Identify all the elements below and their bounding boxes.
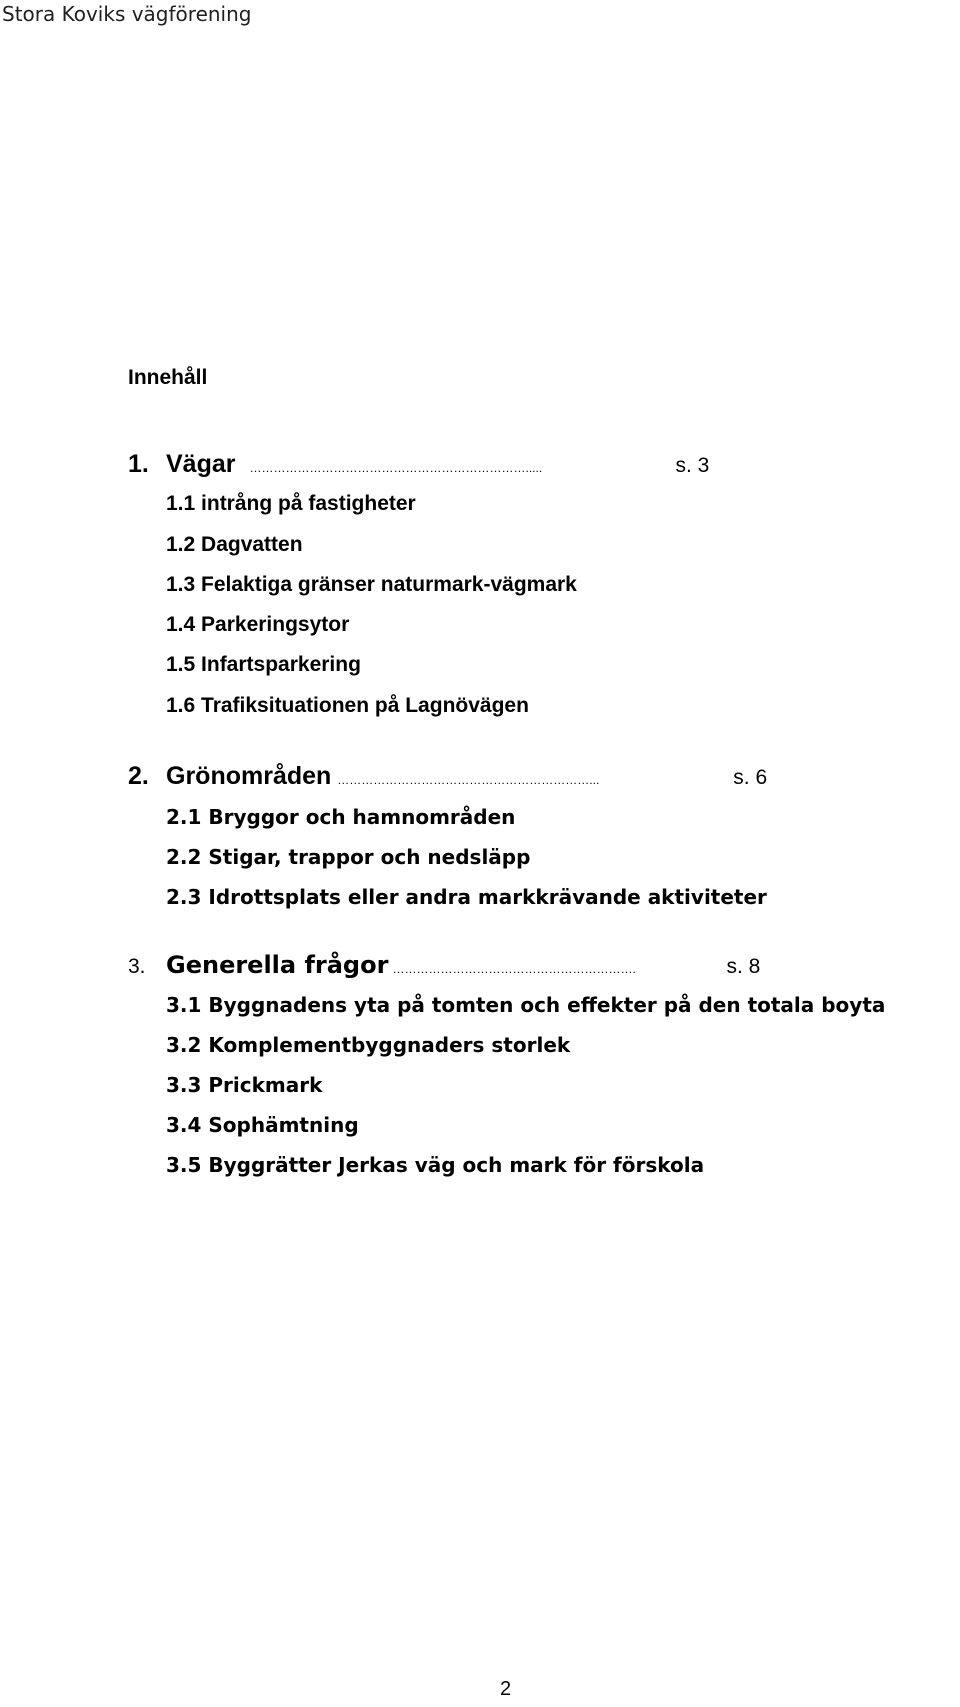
section-number: 2. [128,762,149,790]
section-number: 3. [128,955,146,978]
toc-title: Innehåll [128,366,208,389]
section-title: Grönområden [166,762,332,790]
page-number: 2 [500,1678,512,1700]
toc-item-3-5[interactable]: 3.5 Byggrätter Jerkas väg och mark för förskola [166,1153,705,1177]
toc-item-3-3[interactable]: 3.3 Prickmark [166,1073,323,1097]
section-number: 1. [128,450,149,478]
toc-item-1-6[interactable]: 1.6 Trafiksituationen på Lagnövägen [166,694,529,717]
toc-item-3-1[interactable]: 3.1 Byggnadens yta på tomten och effekter på den totala boyta [166,993,886,1017]
toc-section-1[interactable] [128,450,928,479]
toc-item-1-1[interactable]: 1.1 intrång på fastigheter [166,492,416,515]
toc-item-1-3[interactable]: 1.3 Felaktiga gränser naturmark-vägmark [166,573,577,596]
toc-item-2-3[interactable]: 2.3 Idrottsplats eller andra markkrävande aktiviteter [166,885,767,909]
leader-dots: ……………………………………………………………..... [249,461,543,475]
page-header: Stora Koviks vägförening [2,2,252,26]
section-title: Vägar [166,450,236,478]
toc-item-1-4[interactable]: 1.4 Parkeringsytor [166,613,350,636]
toc-item-1-2[interactable]: 1.2 Dagvatten [166,533,303,556]
section-title: Generella frågor [166,951,389,979]
section-page: s. 6 [733,766,768,789]
leader-dots: ……………………………………………………. [392,962,636,976]
toc-item-2-1[interactable]: 2.1 Bryggor och hamnområden [166,805,516,829]
toc-item-3-2[interactable]: 3.2 Komplementbyggnaders storlek [166,1033,571,1057]
section-page: s. 8 [726,955,761,978]
toc-section-3[interactable] [128,951,928,979]
toc-section-2[interactable] [128,762,928,791]
toc-item-3-4[interactable]: 3.4 Sophämtning [166,1113,359,1137]
toc-item-2-2[interactable]: 2.2 Stigar, trappor och nedsläpp [166,845,531,869]
toc-item-1-5[interactable]: 1.5 Infartsparkering [166,653,361,676]
leader-dots: ………………………………………………………... [337,773,600,787]
section-page: s. 3 [675,454,710,477]
